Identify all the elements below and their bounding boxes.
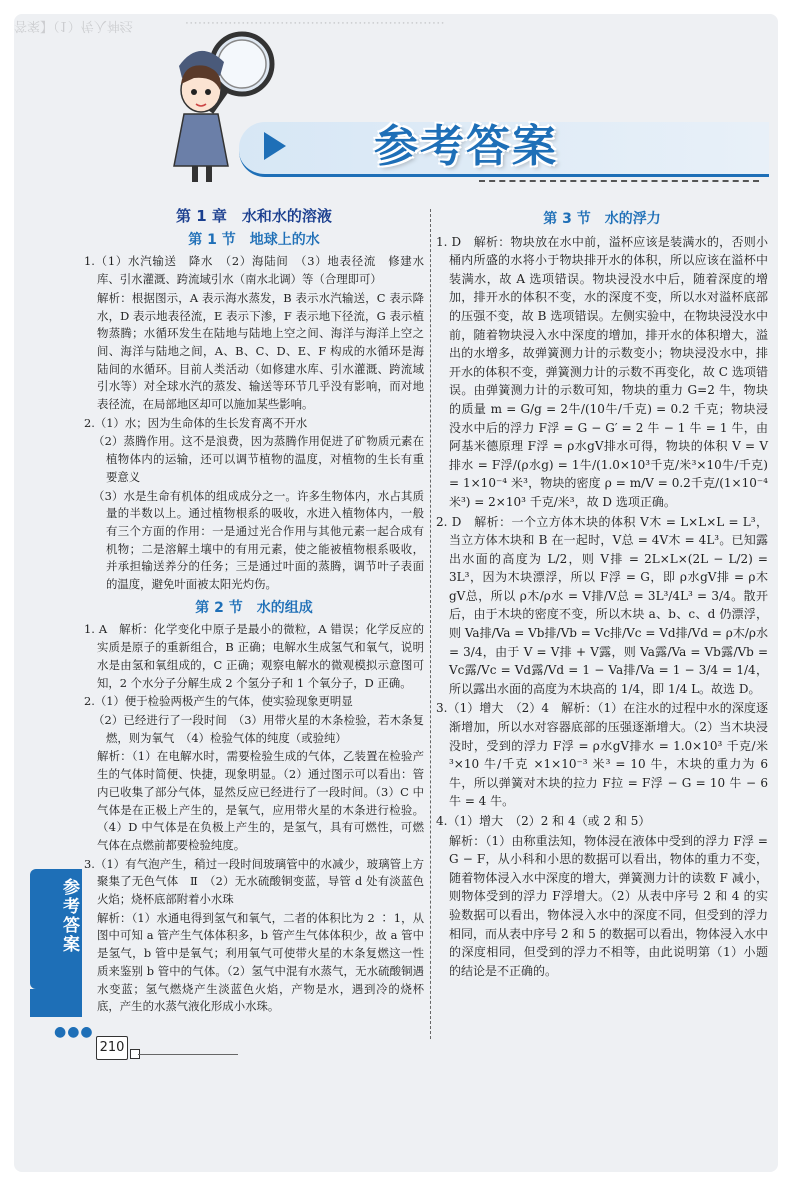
answer-3-3: 3.（1）增大 （2）4 解析：（1）在注水的过程中水的深度逐渐增加，所以水对容器底部的压强逐渐增大。（2）当木块浸没时，受到的浮力 F浮 = ρ水gV排水 = 1.0×10³ 千克/米³×10 牛/千克 ×1×10⁻³ 米³ = 10 牛，木块的重力为 6 牛，所以弹簧对木块的拉力 F拉 = F浮 − G = 10 牛 − 6 牛 = 4 牛。 — [436, 701, 768, 809]
answer-1-2: 2.（1）水；因为生命体的生长发育离不开水 — [84, 415, 308, 430]
answer-1-2b: （2）蒸腾作用。这不是浪费，因为蒸腾作用促进了矿物质元素在植物体内的运输，还可以调节植物的温度，对植物的生长有重要意义 — [93, 434, 424, 484]
page-title: 参考答案 — [374, 121, 558, 172]
section-heading-2: 第 2 节 水的组成 — [195, 599, 313, 616]
answer-2-1: 1. A 解析：化学变化中原子是最小的微粒，A 错误；化学反应的实质是原子的重新组合，B 正确；电解水生成氢气和氧气，说明水是由氢和氧组成的，C 正确；观察电解水的微观模拟示意图可知，2 个水分子分解生成 2 个氢分子和 1 个氧分子，D 正确。 — [84, 622, 424, 690]
answer-2-2b: （2）已经进行了一段时间 （3）用带火星的木条检验，若木条复燃，则为氧气 （4）检验气体的纯度（或验纯） — [93, 712, 424, 745]
dots-decoration-icon: ●●● — [54, 1024, 94, 1040]
bleed-through-text: 答案】（1）传入神经 …………………………………………………… — [14, 18, 445, 33]
column-separator — [430, 209, 431, 1039]
header-arrow-icon — [264, 132, 286, 160]
section-heading-3: 第 3 节 水的浮力 — [543, 211, 661, 227]
side-tab-label: 参考答案 — [59, 878, 79, 954]
left-column — [84, 204, 424, 1017]
right-column — [436, 204, 768, 981]
answer-3-2: 2. D 解析：一个立方体木块的体积 V木 = L×L×L = L³，当立方体木块和 B 在一起时，V总 = 4V木 = 4L³。已知露出水面的高度为 L/2，则 V排 = 2L×L×(2L − L/2) = 3L³，因为木块漂浮，所以 F浮 = G，即 ρ水gV排 = ρ木gV总，所以 ρ木/ρ水 = V排/V总 = 3L³/4L³ = 3/4。散开后，由于木块的密度不变，所以木块 a、b、c、d 仍漂浮，则 Va排/Va = Vb排/Vb = Vc排/Vc = Vd排/Vd = ρ木/ρ水 = 3/4，由于 V = V排 + V露，则 Va露/Va = Vb露/Vb = Vc露/Vc = Vd露/Vd = 1 − Va排/Va = 1 − 3/4 = 1/4，所以露出水面的高度为木块高的 1/4，即 1/4 L。故选 D。 — [436, 514, 768, 696]
analysis-2-3: 解析：（1）水通电得到氢气和氧气，二者的体积比为 2 ∶ 1，从图中可知 a 管产生气体体积多，b 管产生气体体积少，故 a 管中是氢气，b 管中是氧气；利用氧气可使带火星的木条复燃这一性质来鉴别 b 管中的气体。（2）氢气中混有水蒸气，无水硫酸铜遇水变蓝；氢气燃烧产生淡蓝色火焰，产物是水，遇到冷的烧杯底，产生的水蒸气液化形成小水珠。 — [97, 910, 424, 1014]
section-heading-1: 第 1 节 地球上的水 — [188, 231, 320, 248]
answer-3-4: 4.（1）增大 （2）2 和 4（或 2 和 5） — [436, 814, 651, 828]
header-dashed-rule — [479, 180, 759, 182]
answer-1-2c: （3）水是生命有机体的组成成分之一。许多生物体内，水占其质量的半数以上。通过植物根系的吸收，水进入植物体内，一般有三个方面的作用：一是通过光合作用与其他元素一起合成有机物；二是溶解土壤中的有用元素，使之能被植物根系吸收，并承担输送养分的任务；三是通过叶面的蒸腾，调节叶子表面的温度，避免叶面被太阳光灼伤。 — [93, 488, 424, 592]
answer-3-1: 1. D 解析：物块放在水中前，溢杯应该是装满水的，否则小桶内所盛的水将小于物块排开水的体积，所以应该在溢杯中装满水，故 A 选项错误。物块浸没水中后，随着深度的增加，排开水的体积不变，水的深度不变，所以水对溢杯底部的压强不变，故 B 选项错误。左侧实验中，在物块浸没水中前，随着物块浸入水中深度的增加，排开水的体积增大，溢出的水增多，故弹簧测力计的示数变小；物块浸没水中，排开水的体积不变，弹簧测力计的示数不再变化，故 C 选项错误。由弹簧测力计的示数可知，物块的重力 G=2 牛，物块的质量 m = G/g = 2牛/(10牛/千克) = 0.2 千克；物块浸没水中后的浮力 F浮 = G − G′ = 2 牛 − 1 牛 = 1 牛，由阿基米德原理 F浮 = ρ水gV排水可得，物块的体积 V = V排水 = F浮/(ρ水g) = 1牛/(1.0×10³千克/米³×10牛/千克) = 1×10⁻⁴ 米³，物块的密度 ρ = m/V = 0.2千克/(1×10⁻⁴米³) = 2×10³ 千克/米³，故 D 选项正确。 — [436, 234, 768, 509]
analysis-1-1: 解析：根据图示，A 表示海水蒸发，B 表示水汽输送，C 表示降水，D 表示地表径流，E 表示下渗，F 表示地下径流，G 表示植物蒸腾；水循环发生在陆地与陆地上空之间、海洋与海洋上空之间、海洋与陆地之间，A、B、C、D、E、F 构成的水循环是海陆间的水循环。目前人类活动（如修建水库、引水灌溉、跨流域引水等）对全球水汽的蒸发、输送等环节几乎没有影响，而对地表径流，在局部地区却可以施加某些影响。 — [97, 290, 424, 412]
side-tab-foot — [30, 989, 82, 1017]
footer-rule — [138, 1054, 238, 1055]
answer-2-2: 2.（1）便于检验两极产生的气体，使实验现象更明显 — [84, 694, 353, 709]
page — [14, 14, 778, 1172]
page-number: 210 — [96, 1036, 128, 1060]
chapter-heading: 第 1 章 水和水的溶液 — [176, 207, 332, 225]
answer-2-3: 3.（1）有气泡产生，稍过一段时间玻璃管中的水减少，玻璃管上方聚集了无色气体 Ⅱ （2）无水硫酸铜变蓝，导管 d 处有淡蓝色火焰；烧杯底部附着小水珠 — [84, 856, 424, 907]
answer-1-1: 1.（1）水汽输送 降水 （2）海陆间 （3）地表径流 修建水库、引水灌溉、跨流域引水（南水北调）等（合理即可） — [84, 254, 424, 287]
analysis-3-4: 解析：（1）由称重法知，物体浸在液体中受到的浮力 F浮 = G − F，从小科和小思的数据可以看出，物体的重力不变，随着物体浸入水中深度的增大，弹簧测力计的读数 F 减小，则物体受到的浮力 F浮增大。（2）从表中序号 2 和 4 的实验数据可以看出，物体浸入水中的深度不同，但受到的浮力相同，而从表中序号 2 和 5 的数据可以看出，物体浸入水中的深度相同，但受到的浮力不相等，由此说明第（1）小题的结论是不正确的。 — [449, 833, 768, 978]
analysis-2-2: 解析：（1）在电解水时，需要检验生成的气体，乙装置在检验产生的气体时简便、快捷，现象明显。（2）通过图示可以看出：管内已收集了部分气体，显然反应已经进行了一段时间。（3）C 中气体是在正极上产生的，是氧气，应用带火星的木条进行检验。（4）D 中气体是在负极上产生的，是氢气，具有可燃性，可燃气体在点燃前都要检验纯度。 — [97, 749, 424, 852]
